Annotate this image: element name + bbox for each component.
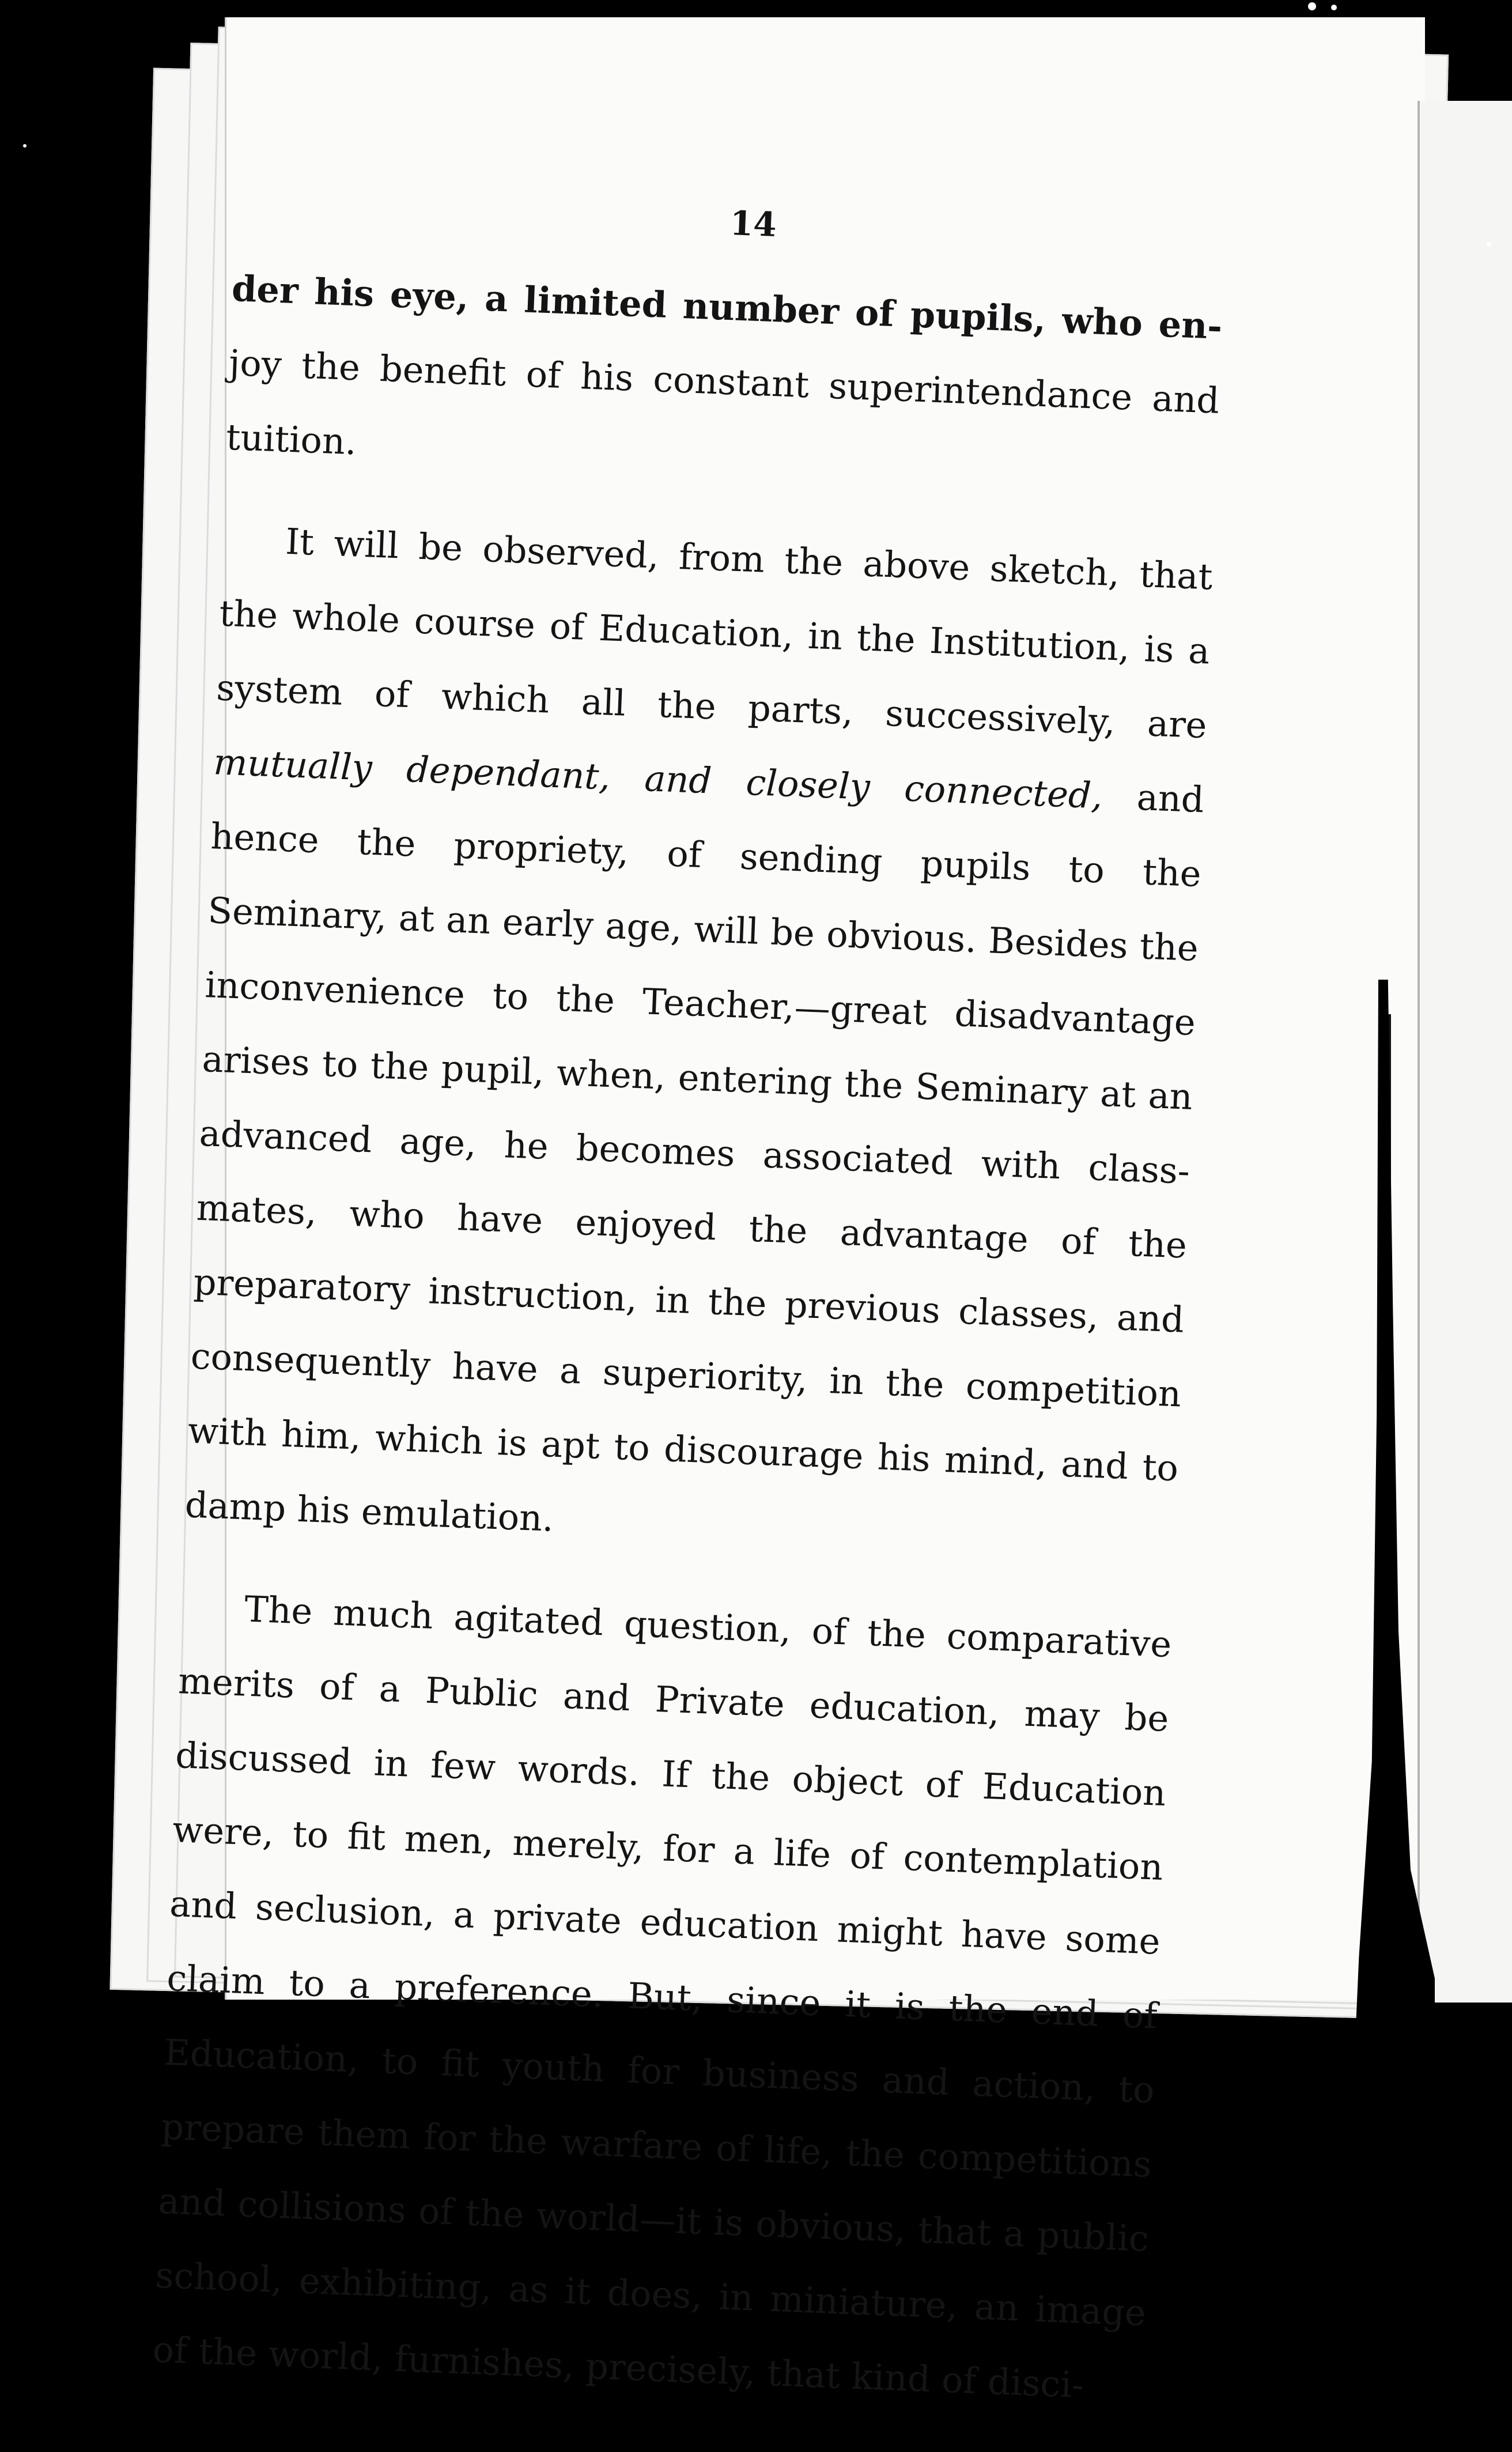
paragraph-1-text: joy the benefit of his constant superintendance and tuition. (225, 341, 1220, 463)
paragraph-3 (151, 1569, 1173, 2424)
paragraph-2-text: It will be observed, from the above sketch, that the whole course of Education, in the Institution, is a system of which all the parts, successively, are (216, 520, 1214, 747)
speck (1331, 5, 1337, 10)
speck (23, 144, 27, 148)
speck (1487, 242, 1491, 247)
paragraph-1 (225, 251, 1224, 512)
paragraph-1-lead: der his eye, a limited number of pupils, who en- (230, 267, 1223, 347)
page-text (150, 173, 1227, 2452)
facing-page-edge (1418, 101, 1512, 2003)
paragraph-2-text-cont: and hence the propriety, of sending pupils to the Seminary, at an early age, will be obvious. Besides the inconvenience to the Teacher,—great disadvantage arises to the pupil, when, entering the Seminary at an advanced age, he becomes associated with class-mates, who have enjoyed the advantage of the preparatory instruction, in the previous classes, and consequently have a superiority, in the competition with him, which is apt to discourage his mind, and to damp his emulation. (184, 774, 1205, 1540)
speck (1308, 2, 1316, 10)
page-number: 14 (729, 203, 777, 245)
paragraph-2-emphasis: mutually dependant, and closely connected, (213, 740, 1103, 817)
paragraph-3-text: The much agitated question, of the comparative merits of a Public and Private education, may be discussed in few words. If the object of Education were, to fit men, merely, for a life of contemplation and seclusion, a private education might have some claim to a preference. But, since it is the end of Education, to fit youth for business and action, to prepare them for the warfare of life, the competitions and collisions of the world—it is obvious, that a public school, exhibiting, as it does, in miniature, an image of the world, furnishes, precisely, that kind of disci- (152, 1588, 1173, 2406)
paragraph-2 (184, 502, 1214, 1580)
